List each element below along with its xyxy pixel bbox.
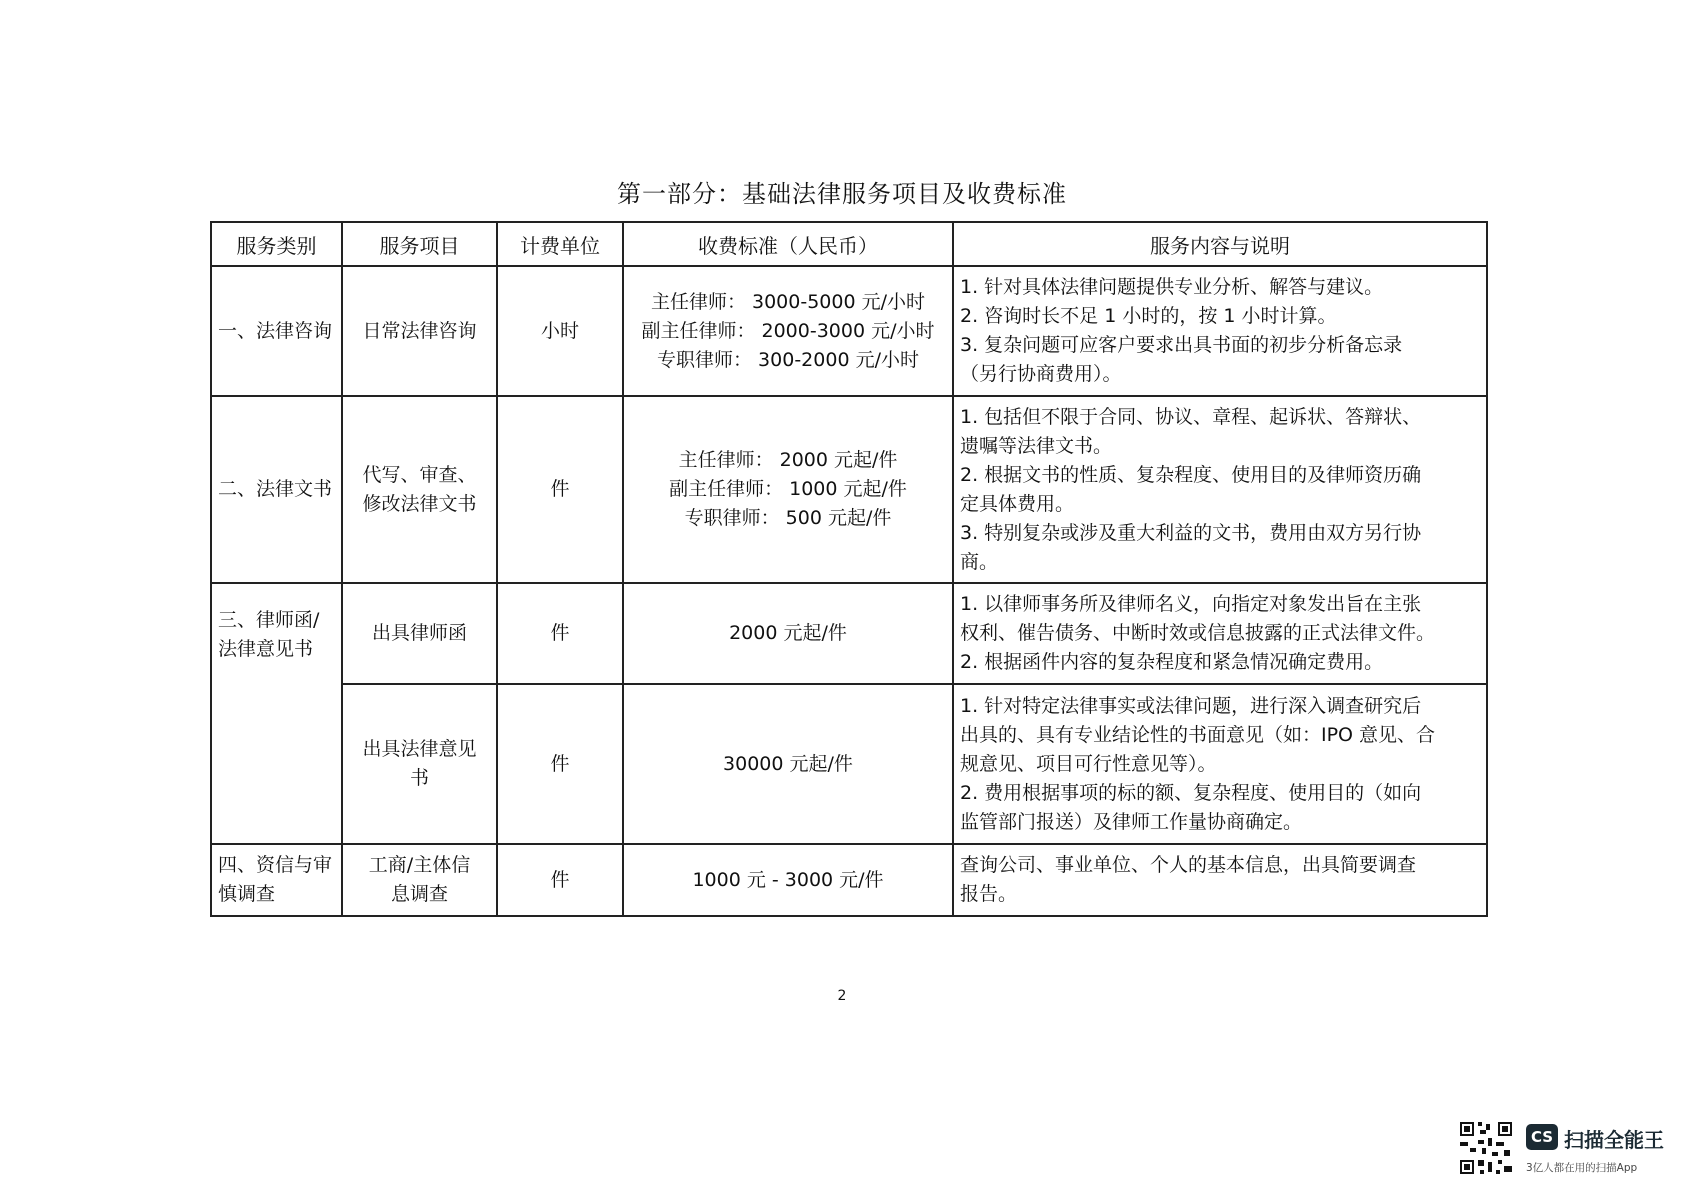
desc-line: 报告。 [960, 883, 1018, 905]
desc-line: 2. 根据函件内容的复杂程度和紧急情况确定费用。 [960, 651, 1384, 673]
desc-line: 2. 根据文书的性质、复杂程度、使用目的及律师资历确 [960, 463, 1422, 486]
row-unit: 件 [497, 684, 623, 844]
row-fee [623, 583, 953, 684]
row-fee [623, 844, 953, 916]
item-line: 工商/主体信 [368, 854, 471, 876]
row-unit: 件 [497, 583, 623, 684]
header-item: 服务项目 [342, 222, 497, 266]
camscanner-logo: CS [1526, 1124, 1558, 1150]
header-description: 服务内容与说明 [953, 222, 1487, 266]
row-unit: 小时 [497, 266, 623, 396]
scanner-watermark [1458, 1120, 1668, 1178]
row-item [342, 396, 497, 583]
category-line: 四、资信与审 [218, 854, 333, 876]
row-description [953, 684, 1487, 844]
desc-line: 查询公司、事业单位、个人的基本信息，出具简要调查 [960, 854, 1417, 876]
header-category: 服务类别 [211, 222, 342, 266]
table-row [211, 844, 1487, 916]
desc-line: 监管部门报送）及律师工作量协商确定。 [960, 810, 1303, 833]
fee-line: 30000 元起/件 [723, 752, 853, 775]
fee-line: 主任律师： 2000 元起/件 [678, 449, 898, 471]
row-fee [623, 684, 953, 844]
category-line: 三、律师函/ [218, 609, 320, 631]
desc-line: 定具体费用。 [960, 492, 1075, 515]
item-line: 修改法律文书 [362, 492, 477, 515]
row-fee [623, 396, 953, 583]
page-title: 第一部分：基础法律服务项目及收费标准 [617, 180, 1067, 208]
fee-line: 1000 元 - 3000 元/件 [692, 868, 884, 891]
row-category [211, 583, 342, 844]
table-header-row [211, 222, 1487, 266]
header-fee: 收费标准（人民币） [623, 222, 953, 266]
row-item [342, 844, 497, 916]
desc-line: 1. 针对特定法律事实或法律问题，进行深入调查研究后 [960, 694, 1422, 717]
desc-line: 2. 咨询时长不足 1 小时的，按 1 小时计算。 [960, 305, 1337, 327]
fee-line: 主任律师： 3000-5000 元/小时 [650, 290, 926, 313]
fee-line: 专职律师： 300-2000 元/小时 [657, 348, 919, 371]
fee-line: 副主任律师： 2000-3000 元/小时 [641, 319, 935, 342]
desc-line: 1. 针对具体法律问题提供专业分析、解答与建议。 [960, 276, 1384, 298]
row-item: 日常法律咨询 [342, 266, 497, 396]
desc-line: 3. 复杂问题可应客户要求出具书面的初步分析备忘录 [960, 334, 1403, 356]
fee-line: 2000 元起/件 [729, 622, 847, 644]
fee-line: 副主任律师： 1000 元起/件 [669, 478, 907, 500]
row-category: 一、法律咨询 [211, 266, 342, 396]
desc-line: 出具的、具有专业结论性的书面意见（如：IPO 意见、合 [960, 723, 1436, 746]
table-row [211, 684, 1487, 844]
desc-line: 遗嘱等法律文书。 [960, 434, 1113, 457]
desc-line: 规意见、项目可行性意见等）。 [960, 752, 1217, 775]
row-category: 二、法律文书 [211, 396, 342, 583]
item-line: 书 [409, 767, 429, 789]
row-item [342, 684, 497, 844]
desc-line: 权利、催告债务、中断时效或信息披露的正式法律文件。 [960, 622, 1436, 644]
item-line: 息调查 [390, 883, 448, 905]
row-description [953, 844, 1487, 916]
row-category [211, 844, 342, 916]
category-line: 法律意见书 [218, 638, 314, 660]
row-unit: 件 [497, 844, 623, 916]
desc-line: 2. 费用根据事项的标的额、复杂程度、使用目的（如向 [960, 781, 1422, 804]
page-number: 2 [837, 988, 847, 1004]
desc-line: 商。 [960, 550, 999, 573]
table-row [211, 583, 1487, 684]
row-unit: 件 [497, 396, 623, 583]
fee-table [210, 221, 1488, 917]
qr-code-icon [1458, 1120, 1514, 1176]
watermark-tagline: 3亿人都在用的扫描App [1526, 1162, 1638, 1174]
row-description [953, 396, 1487, 583]
table-row [211, 266, 1487, 396]
row-item: 出具律师函 [342, 583, 497, 684]
watermark-app-name: 扫描全能王 [1564, 1128, 1664, 1152]
desc-line: （另行协商费用）。 [960, 363, 1122, 385]
desc-line: 1. 以律师事务所及律师名义，向指定对象发出旨在主张 [960, 593, 1422, 615]
table-row [211, 396, 1487, 583]
row-description [953, 583, 1487, 684]
desc-line: 1. 包括但不限于合同、协议、章程、起诉状、答辩状、 [960, 405, 1422, 428]
row-fee [623, 266, 953, 396]
header-unit: 计费单位 [497, 222, 623, 266]
item-line: 出具法律意见 [362, 738, 477, 760]
row-description [953, 266, 1487, 396]
category-line: 慎调查 [218, 883, 276, 905]
fee-line: 专职律师： 500 元起/件 [684, 507, 892, 529]
item-line: 代写、审查、 [362, 463, 477, 486]
desc-line: 3. 特别复杂或涉及重大利益的文书，费用由双方另行协 [960, 521, 1422, 544]
